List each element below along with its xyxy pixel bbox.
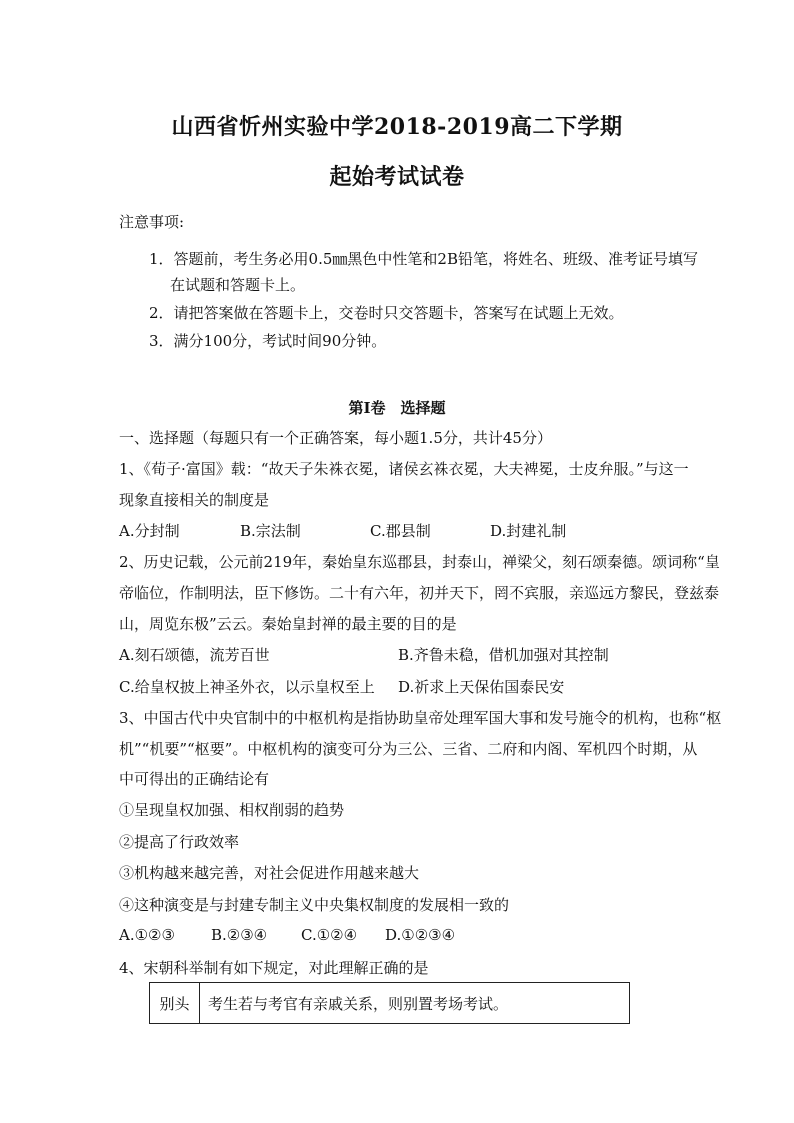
note-item-1: 1．答题前，考生务必用0.5㎜黑色中性笔和2B铅笔，将姓名、班级、准考证号填写 <box>149 250 698 268</box>
q2-option-c: C.给皇权披上神圣外衣，以示皇权至上 <box>119 678 375 696</box>
q4-table-label: 别头 <box>150 983 200 1024</box>
q2-stem-line3: 山，周览东极”云云。秦始皇封禅的最主要的目的是 <box>119 615 457 633</box>
q1-stem-line1: 1、《荀子·富国》载：“故天子朱袾衣冕，诸侯玄袾衣冕，大夫裨冕，士皮弁服。”与这一 <box>119 460 689 478</box>
q3-option-d: D.①②③④ <box>385 926 456 944</box>
q1-stem-line2: 现象直接相关的制度是 <box>119 491 270 509</box>
q3-stem-line2: 机”“机要”“枢要”。中枢机构的演变可分为三公、三省、二府和内阁、军机四个时期，从 <box>119 740 698 758</box>
section-title: 第Ⅰ卷 选择题 <box>348 399 446 417</box>
q3-statement-3: ③机构越来越完善，对社会促进作用越来越大 <box>119 864 420 882</box>
q3-option-c: C.①②④ <box>301 926 358 944</box>
exam-title-line2: 起始考试试卷 <box>329 164 465 190</box>
q2-options-row2 <box>119 676 679 696</box>
q3-statement-2: ②提高了行政效率 <box>119 833 240 851</box>
q2-option-a: A.刻石颂德，流芳百世 <box>119 646 270 664</box>
q1-options <box>119 520 679 540</box>
q4-rule-table <box>149 982 630 1024</box>
q1-option-b: B.宗法制 <box>240 522 301 540</box>
note-item-3: 3．满分100分，考试时间90分钟。 <box>149 332 387 350</box>
notes-heading: 注意事项: <box>119 213 185 231</box>
q2-stem-line2: 帝临位，作制明法，臣下修饬。二十有六年，初并天下，罔不宾服，亲巡远方黎民，登兹泰 <box>119 584 720 602</box>
note-item-1-cont: 在试题和答题卡上。 <box>170 276 306 294</box>
q2-option-b: B.齐鲁未稳，借机加强对其控制 <box>398 646 609 664</box>
q2-option-d: D.祈求上天保佑国泰民安 <box>398 678 565 696</box>
q2-stem-line1: 2、历史记载，公元前219年，秦始皇东巡郡县，封泰山，禅梁父，刻石颂秦德。颂词称“皇 <box>119 553 720 571</box>
q3-stem-line3: 中可得出的正确结论有 <box>119 770 270 788</box>
q1-option-d: D.封建礼制 <box>490 522 567 540</box>
q3-statement-4: ④这种演变是与封建专制主义中央集权制度的发展相一致的 <box>119 896 510 914</box>
q3-option-b: B.②③④ <box>211 926 268 944</box>
q3-statement-1: ①呈现皇权加强、相权削弱的趋势 <box>119 801 345 819</box>
q2-options-row1 <box>119 644 679 664</box>
q3-options <box>119 926 679 946</box>
q3-option-a: A.①②③ <box>119 926 175 944</box>
q4-table-content: 考生若与考官有亲戚关系，则别置考场考试。 <box>200 983 630 1024</box>
section-instruction: 一、选择题（每题只有一个正确答案，每小题1.5分，共计45分） <box>119 429 552 447</box>
exam-title-line1: 山西省忻州实验中学2018-2019高二下学期 <box>171 114 623 140</box>
q1-option-c: C.郡县制 <box>370 522 431 540</box>
q1-option-a: A.分封制 <box>119 522 180 540</box>
q4-stem: 4、宋朝科举制有如下规定，对此理解正确的是 <box>119 959 429 977</box>
q3-stem-line1: 3、中国古代中央官制中的中枢机构是指协助皇帝处理军国大事和发号施令的机构，也称“枢 <box>119 709 722 727</box>
note-item-2: 2．请把答案做在答题卡上，交卷时只交答题卡，答案写在试题上无效。 <box>149 304 624 322</box>
table-row <box>150 983 630 1024</box>
